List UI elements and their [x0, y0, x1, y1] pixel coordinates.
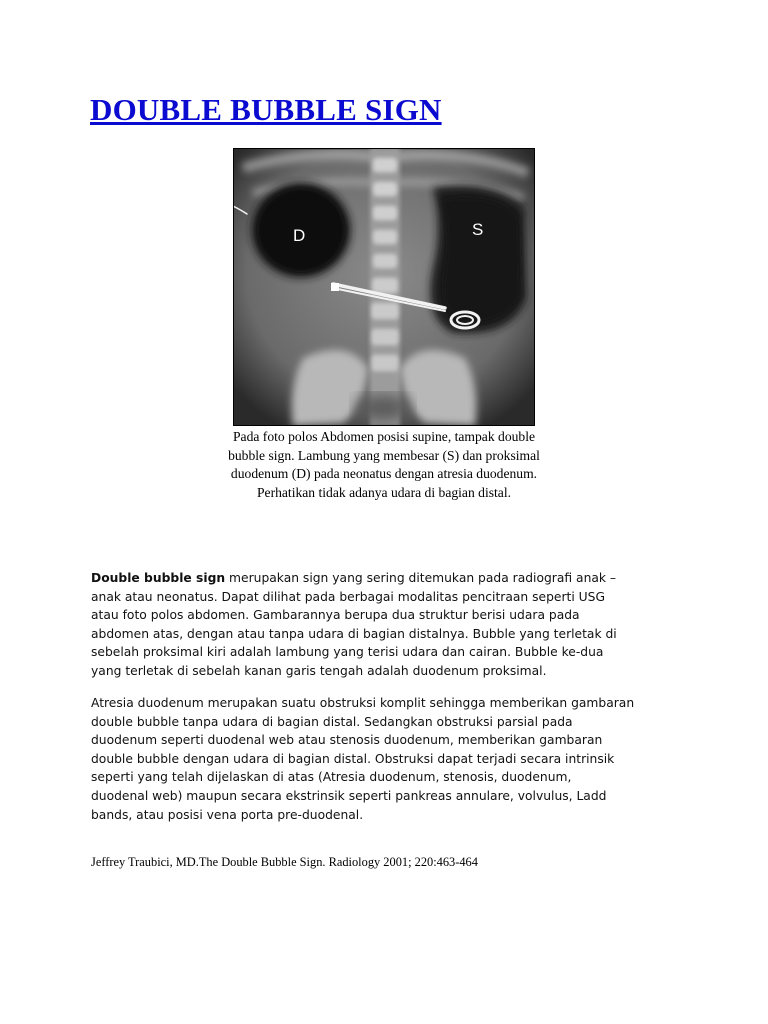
caption-line: Pada foto polos Abdomen posisi supine, tampak double	[232, 429, 536, 444]
paragraph-line: duodenum seperti duodenal web atau stenosis duodenum, memberikan gambaran	[91, 733, 603, 748]
paragraph-line: seperti yang telah dijelaskan di atas (Atresia duodenum, stenosis, duodenum,	[91, 770, 572, 785]
paragraph-line: duodenal web) maupun secara ekstrinsik seperti pankreas annulare, volvulus, Ladd	[91, 788, 607, 803]
paragraph-line: double bubble dengan udara di bagian distal. Obstruksi dapat terjadi secara intrinsik	[91, 751, 615, 766]
paragraph-line: bands, atau posisi vena porta pre-duodenal.	[91, 807, 364, 822]
figure-caption	[203, 428, 565, 502]
caption-line: duodenum (D) pada neonatus dengan atresia duodenum.	[230, 466, 538, 482]
paragraph-line-text: merupakan sign yang sering ditemukan pada radiografi anak –	[225, 571, 617, 585]
duodenum-label: D	[293, 226, 306, 245]
term-double-bubble-sign: Double bubble sign	[91, 571, 226, 585]
paragraph-line: abdomen atas, dengan atau tanpa udara di bagian distalnya. Bubble yang terletak di	[91, 626, 617, 641]
stomach-label: S	[472, 220, 484, 239]
paragraph-atresia	[91, 694, 711, 824]
paragraph-line: Atresia duodenum merupakan suatu obstruksi komplit sehingga memberikan gambaran	[91, 696, 635, 710]
caption-line: bubble sign. Lambung yang membesar (S) dan proksimal	[228, 447, 540, 463]
paragraph-line: sebelah proksimal kiri adalah lambung yang terisi udara dan cairan. Bubble ke-dua	[91, 645, 604, 660]
paragraph-line: yang terletak di sebelah kanan garis tengah adalah duodenum proksimal.	[91, 663, 547, 678]
reference-citation: Jeffrey Traubici, MD.The Double Bubble Sign. Radiology 2001; 220:463-464	[91, 855, 478, 869]
abdominal-xray-image	[233, 148, 535, 426]
paragraph-definition	[91, 569, 711, 681]
paragraph-line: double bubble tanpa udara di bagian distal. Sedangkan obstruksi parsial pada	[91, 714, 573, 729]
caption-line: Perhatikan tidak adanya udara di bagian distal.	[256, 484, 512, 500]
paragraph-line	[91, 569, 711, 588]
paragraph-line: anak atau neonatus. Dapat dilihat pada berbagai modalitas pencitraan seperti USG	[91, 589, 605, 604]
document-title[interactable]: DOUBLE BUBBLE SIGN	[90, 92, 442, 127]
paragraph-line: atau foto polos abdomen. Gambarannya berupa dua struktur berisi udara pada	[91, 608, 580, 623]
